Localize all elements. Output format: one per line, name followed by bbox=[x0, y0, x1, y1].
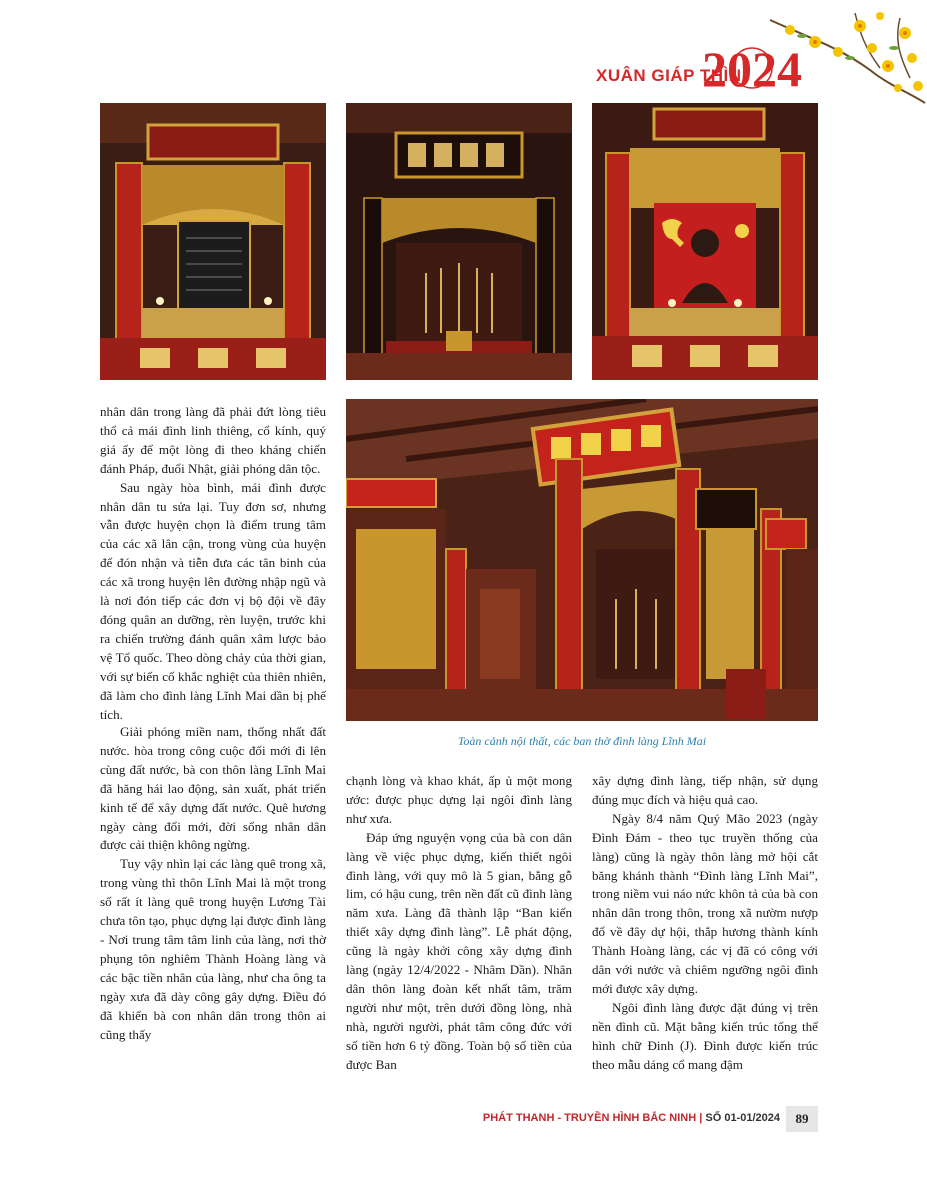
altar-photo-central-shrine bbox=[346, 103, 572, 380]
photo-caption: Toàn cảnh nội thất, các ban thờ đình làng Lĩnh Mai bbox=[457, 734, 707, 748]
article-column-left-top bbox=[100, 403, 326, 724]
paragraph: Ngôi đình làng được đặt đúng vị trên nền đình cũ. Mặt bằng kiến trúc tổng thể hình chữ Đinh (J). Đình được kiến trúc theo mẫu dáng cổ mang đậm bbox=[592, 999, 818, 1072]
altar-photo-memorial-plaque bbox=[100, 103, 326, 380]
paragraph: Đáp ứng nguyện vọng của bà con dân làng về việc phục dựng, kiến thiết ngôi đình làng, với quy mô là 5 gian, bằng gỗ lim, có hậu cung, trên nền đất cũ đình làng năm xưa. Làng đã thành lập “Ban kiến thiết xây dựng đình làng”. Lễ phát động, cũng là ngày khởi công xây dựng đình làng (ngày 12/4/2022 - Nhâm Dần). Nhân dân thôn làng đoàn kết nhất tâm, trăm người như một, trên dưới đồng lòng, nhà nhà, người người, phát tâm công đức với số tiền hơn 6 tỷ đồng. Toàn bộ số tiền của được Ban bbox=[346, 829, 572, 1072]
article-column-left bbox=[100, 723, 326, 1044]
paragraph: Ngày 8/4 năm Quý Mão 2023 (ngày Đình Đám - theo tục truyền thống của làng) cũng là ngày thôn làng mở hội cắt băng khánh thành “Đình làng Lĩnh Mai”, trong niềm vui náo nức khôn tả của bà con nhân dân trong thôn, trong xã nườm nượp đổ về đây dự hội, thắp hương thành kính Thành Hoàng làng, các vị đã có công với dân với nước và chiêm ngưỡng ngôi đình mới được xây dựng. bbox=[592, 810, 818, 996]
interior-overview-photo bbox=[346, 399, 818, 721]
publication-name: PHÁT THANH - TRUYỀN HÌNH BẮC NINH bbox=[482, 1112, 697, 1124]
page-header bbox=[0, 0, 927, 100]
paragraph: Sau ngày hòa bình, mái đình được nhân dân tu sửa lại. Tuy đơn sơ, nhưng vẫn được huyện chọn là điểm trung tâm của các xã lân cận, trong vùng của huyện để đón nhận và tiễn đưa các tân binh của các xã trong huyện lên đường nhập ngũ và là nơi đón tiếp các đơn vị bộ đội về đây đóng quân an dưỡng, rèn luyện, trước khi ra chiến trường đánh quân xâm lược bảo vệ Tổ quốc. Theo dòng chảy của thời gian, với sự biến cố khắc nghiệt của thiên nhiên, đã làm cho đình làng Lĩnh Mai dần bị phế tích. bbox=[100, 479, 326, 722]
paragraph: xây dựng đình làng, tiếp nhận, sử dụng đúng mục đích và hiệu quả cao. bbox=[592, 773, 818, 807]
paragraph: nhân dân trong làng đã phải đứt lòng tiêu thổ cả mái đình linh thiêng, cổ kính, quý giá ấy để một lòng đi theo kháng chiến đánh Pháp, đuổi Nhật, giải phóng dân tộc. bbox=[100, 404, 326, 476]
paragraph: Giải phóng miền nam, thống nhất đất nước. hòa trong công cuộc đổi mới đi lên cùng đất nước, bà con thôn làng Lĩnh Mai đã hăng hái lao động, sản xuất, phát triển kinh tế để xây dựng đất nước. Quê hương ngày càng đổi mới, đời sống nhân dân được cải thiện không ngừng. bbox=[100, 724, 326, 853]
altar-photo-leader-bust bbox=[592, 103, 818, 380]
year-2024-text: 2024 bbox=[702, 41, 802, 97]
page-footer bbox=[482, 1106, 818, 1132]
paragraph: chạnh lòng và khao khát, ấp ủ một mong ước: được phục dựng lại ngôi đình làng như xưa. bbox=[346, 773, 572, 826]
paragraph: Tuy vậy nhìn lại các làng quê trong xã, trong vùng thì thôn Lĩnh Mai là một trong số rất ít làng quê trong huyện Lương Tài chưa tôn tạo, phục dựng lại được đình làng - Nơi trung tâm tâm linh của làng, nơi thờ phụng tôn nghiêm Thành Hoàng làng và các bậc tiền nhân của làng, như cha ông ta ngày xưa đã dày công gây dựng. Điều đó đã khiến bà con nhân dân trong thôn ai cũng thấy bbox=[100, 856, 326, 1042]
footer-separator: | bbox=[696, 1112, 706, 1124]
page-number: 89 bbox=[786, 1106, 818, 1132]
issue-number: SỐ 01-01/2024 bbox=[705, 1112, 780, 1124]
article-column-right bbox=[592, 772, 818, 1075]
year-2024-art bbox=[700, 28, 830, 98]
article-column-middle bbox=[346, 772, 572, 1075]
footer-publication-line bbox=[483, 1112, 780, 1124]
section-header-title: XUÂN GIÁP THÌN bbox=[596, 66, 742, 85]
